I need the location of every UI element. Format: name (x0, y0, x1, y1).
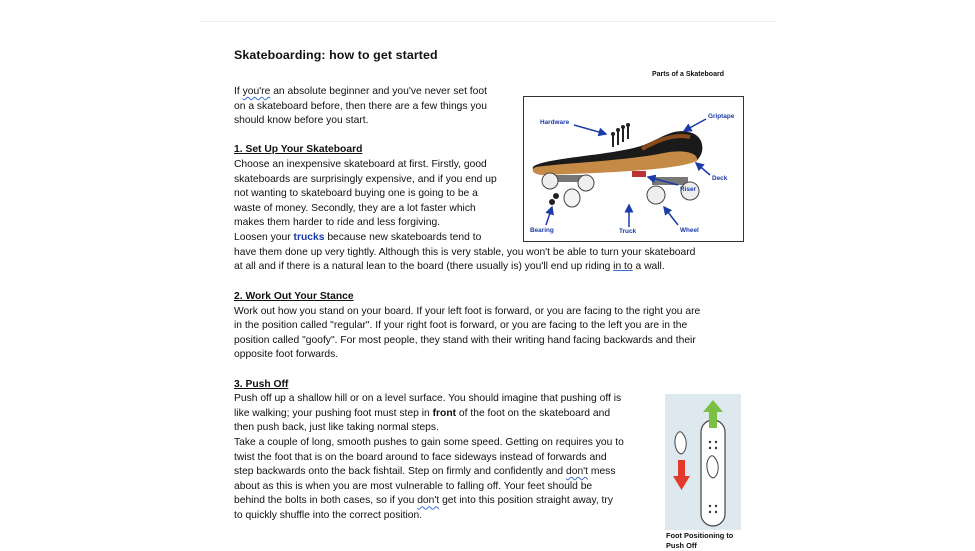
wheel-icon (542, 173, 558, 189)
foot-positioning-illustration (665, 394, 741, 530)
label-deck: Deck (712, 175, 728, 182)
label-riser: Riser (680, 186, 696, 193)
s3-line-4: Take a couple of long, smooth pushes to gain some speed. Getting on requires you to (234, 437, 624, 448)
s3-line-5: twist the foot that is on the board around to face sideways instead of forwards and (234, 451, 607, 463)
s3-line-7: about as this is when you are most vulnerable to falling off. Your feet should be (234, 480, 593, 492)
s1-line-2: skateboards are surprisingly expensive, and if you end up (234, 173, 497, 185)
s1-line-3: not wanting to skateboard buying one is going to be a (234, 188, 478, 200)
s2-line-2: in the position called "regular". If your right foot is forward, or you are facing to the left you are in the (234, 320, 688, 332)
s3-line-6: step backwards onto the back fishtail. Step on firmly and confidently and don't mess (234, 466, 616, 478)
label-hardware: Hardware (540, 119, 570, 126)
foot-positioning-caption: Foot Positioning to Push Off (666, 531, 734, 550)
skateboard-parts-figure (523, 96, 744, 242)
section-2-heading: 2. Work Out Your Stance (234, 291, 354, 302)
s1-line-5: makes them harder to ride and less forgiving. (234, 217, 441, 229)
label-bearing: Bearing (530, 227, 554, 234)
s3-line-2: like walking; your pushing foot must step in front of the foot on the skateboard and (234, 407, 611, 419)
section-3-heading: 3. Push Off (234, 378, 289, 390)
section-1-heading: 1. Set Up Your Skateboard (234, 144, 363, 156)
s2-line-4: opposite foot forwards. (234, 349, 339, 361)
s1-line-1: Choose an inexpensive skateboard at first. Firstly, good (234, 159, 487, 170)
s3-line-9: to quickly shuffle into the correct position. (234, 510, 423, 521)
push-foot-icon (675, 432, 686, 454)
label-wheel: Wheel (680, 227, 699, 234)
riser-icon (632, 171, 646, 177)
trucks-link[interactable]: trucks (293, 232, 325, 243)
s1-line-b: have them done up very tightly. Although this is very stable, you won't be able to turn your skateboard (234, 246, 696, 258)
s3-line-8: behind the bolts in both cases, so if you don't get into this position straight away, try (234, 495, 613, 507)
hardware-icon (611, 123, 630, 147)
label-truck: Truck (619, 228, 637, 235)
grammar-flag: in to (613, 261, 633, 273)
s1-loosen-line: Loosen your trucks because new skateboards tend to (234, 232, 482, 243)
s2-line-1: Work out how you stand on your board. If your left foot is forward, or you are facing to the right you are (234, 305, 701, 317)
label-griptape: Griptape (708, 113, 735, 120)
skateboard-figure-caption: Parts of a Skateboard (652, 71, 724, 78)
intro-line-2: on a skateboard before, then there are a few things you (234, 100, 488, 112)
spellcheck-word: you're (242, 86, 271, 97)
s2-line-3: position called "goofy". For most people, they stand with their writing hand facing backwards and their (234, 334, 696, 346)
s3-line-1: Push off up a shallow hill or on a level surface. You should imagine that pushing off is (234, 393, 622, 405)
intro-line-1: If you're an absolute beginner and you've never set foot (234, 86, 487, 97)
s1-line-c: at all and if there is a natural lean to the board (there usually is) you'll end up riding in to a wall. (234, 261, 665, 273)
bearing-icon (549, 199, 555, 205)
s1-line-4: waste of money. Secondly, they are a lot faster which (234, 202, 476, 214)
s3-line-3: then push back, just like taking normal steps. (234, 422, 439, 434)
push-back-arrow-icon (673, 476, 690, 490)
forward-arrow-icon (703, 400, 723, 412)
intro-line-3: should know before you start. (234, 115, 369, 127)
document-title: Skateboarding: how to get started (234, 48, 438, 62)
foot-positioning-figure (665, 394, 741, 530)
